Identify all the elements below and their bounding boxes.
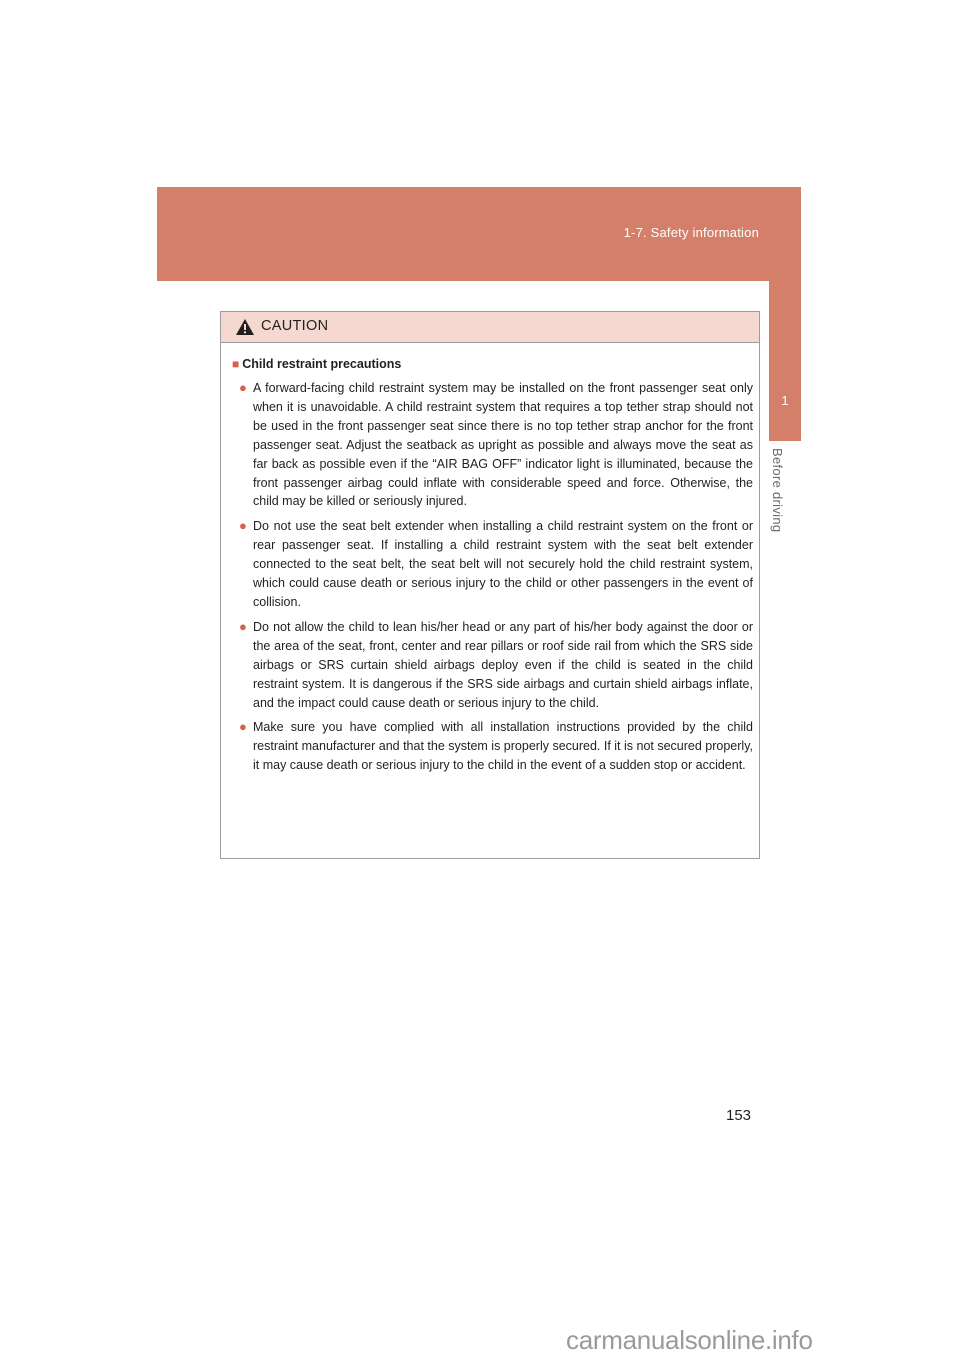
section-title: 1-7. Safety information — [623, 225, 759, 240]
caution-bullet — [232, 618, 753, 713]
warning-triangle-icon — [235, 318, 255, 336]
caution-bullet — [232, 718, 753, 775]
page-number: 153 — [726, 1107, 752, 1124]
chapter-header-band — [157, 187, 801, 281]
caution-header — [221, 312, 759, 343]
bullet-text: Do not allow the child to lean his/her head or any part of his/her body against the door or the area of the seat, front, center and rear pillars or roof side rail from which the SRS side airbags or SRS curtain shield airbags deploy even if the child is seated in the child restraint system. It is dangerous if the SRS side airbags and curtain shield airbags inflate, and the impact could cause death or serious injury to the child. — [253, 619, 753, 710]
circle-bullet-icon: ● — [239, 518, 247, 534]
section-heading — [232, 355, 753, 373]
section-heading-text: Child restraint precautions — [242, 357, 402, 371]
bullet-text: Make sure you have complied with all installation instructions provided by the child restraint manufacturer and that the system is properly secured. If it is not secured properly, it may cause death or serious injury to the child in the event of a sudden stop or accident. — [253, 720, 753, 773]
circle-bullet-icon: ● — [239, 618, 247, 634]
caution-body — [221, 343, 759, 775]
chapter-number: 1 — [781, 393, 789, 408]
circle-bullet-icon: ● — [239, 380, 247, 395]
caution-title: CAUTION — [261, 318, 329, 334]
square-bullet-icon: ■ — [232, 357, 240, 371]
caution-bullet — [232, 517, 753, 612]
caution-bullet — [232, 379, 753, 511]
bullet-text: Do not use the seat belt extender when installing a child restraint system on the front or rear passenger seat. If installing a child restraint system with the seat belt extender connected to the seat belt, the seat belt will not securely hold the child restraint system, which could cause death or serious injury to the child or other passengers in the event of collision. — [253, 519, 753, 609]
bullet-text: A forward-facing child restraint system may be installed on the front passenger seat only when it is unavoidable. A child restraint system that requires a top tether strap should not be used in the front passenger seat since there is no top tether strap anchor for the front passenger seat. Adjust the seatback as upright as possible and always move the seat as far back as possible even if the “AIR BAG OFF” indicator light is illuminated, because the front passenger airbag could inflate with considerable speed and force. Otherwise, the child may be killed or seriously injured. — [253, 381, 753, 509]
chapter-label: Before driving — [770, 448, 785, 533]
caution-box — [220, 311, 760, 859]
circle-bullet-icon: ● — [239, 719, 247, 735]
chapter-tab — [769, 281, 801, 441]
watermark: carmanualsonline.info — [566, 1325, 813, 1355]
